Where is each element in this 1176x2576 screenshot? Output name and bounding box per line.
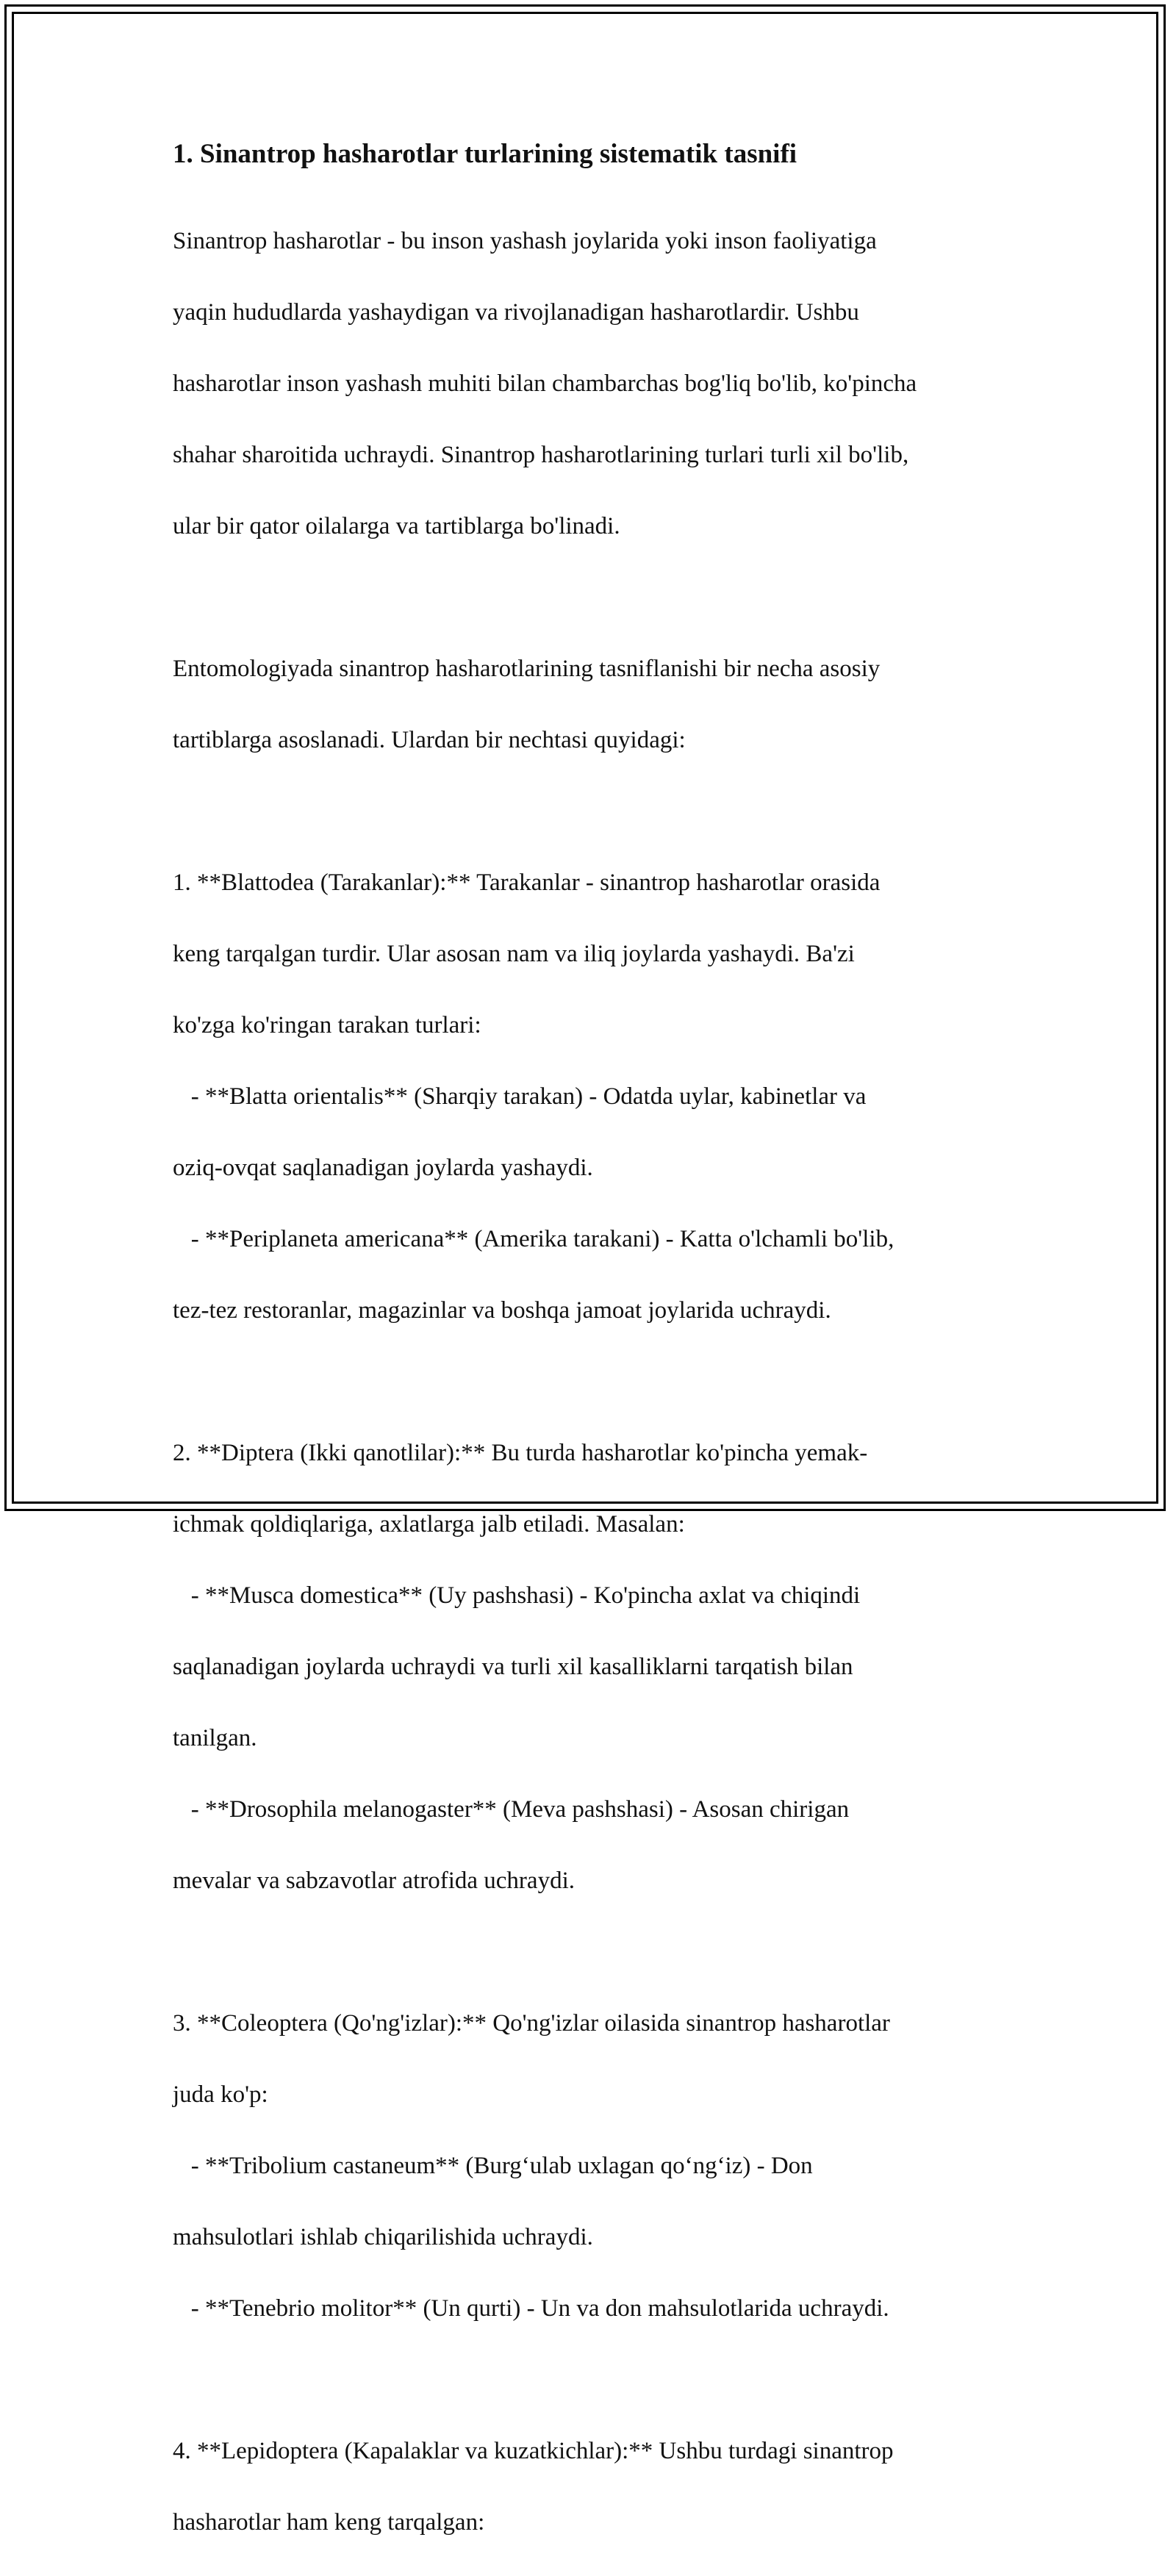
text-line: hasharotlar ham keng tarqalgan: [173, 2508, 485, 2536]
text-line: - **Tribolium castaneum** (Burg‘ulab uxlagan qo‘ng‘iz) - Don [173, 2152, 813, 2179]
section-blattodea [173, 829, 1011, 1364]
text-line: ko'zga ko'ringan tarakan turlari: [173, 1011, 481, 1038]
text-line: yaqin hududlarda yashaydigan va rivojlanadigan hasharotlardir. Ushbu [173, 298, 859, 326]
text-line: Entomologiyada sinantrop hasharotlarining tasniflanishi bir necha asosiy [173, 655, 881, 682]
text-line: Sinantrop hasharotlar - bu inson yashash joylarida yoki inson faoliyatiga [173, 227, 877, 254]
text-line: 3. **Coleoptera (Qo'ng'izlar):** Qo'ng'izlar oilasida sinantrop hasharotlar [173, 2009, 890, 2037]
text-line: juda ko'p: [173, 2081, 268, 2108]
document-body [173, 136, 1011, 2576]
text-line: - **Drosophila melanogaster** (Meva pashshasi) - Asosan chirigan [173, 1795, 850, 1823]
paragraph-gap [173, 1364, 1011, 1400]
text-line: ular bir qator oilalarga va tartiblarga bo'linadi. [173, 512, 620, 539]
text-line: 2. **Diptera (Ikki qanotlilar):** Bu turda hasharotlar ko'pincha yemak- [173, 1439, 868, 1466]
text-line: saqlanadigan joylarda uchraydi va turli xil kasalliklarni tarqatish bilan [173, 1653, 853, 1680]
text-line: shahar sharoitida uchraydi. Sinantrop hasharotlarining turlari turli xil bo'lib, [173, 441, 909, 468]
text-line: mahsulotlari ishlab chiqarilishida uchraydi. [173, 2223, 593, 2250]
text-line: - **Tenebrio molitor** (Un qurti) - Un va don mahsulotlarida uchraydi. [173, 2295, 889, 2322]
paragraph-gap [173, 1934, 1011, 1970]
paragraph-gap [173, 580, 1011, 616]
text-line: hasharotlar inson yashash muhiti bilan chambarchas bog'liq bo'lib, ko'pincha [173, 370, 917, 397]
text-line: tanilgan. [173, 1724, 257, 1751]
page-title: 1. Sinantrop hasharotlar turlarining sistematik tasnifi [173, 139, 797, 169]
text-line: keng tarqalgan turdir. Ular asosan nam va iliq joylarda yashaydi. Ba'zi [173, 940, 855, 967]
text-line: oziq-ovqat saqlanadigan joylarda yashaydi. [173, 1154, 593, 1181]
text-line: - **Periplaneta americana** (Amerika tarakani) - Katta o'lchamli bo'lib, [173, 1225, 894, 1252]
text-line: 1. **Blattodea (Tarakanlar):** Tarakanlar - sinantrop hasharotlar orasida [173, 869, 881, 896]
intro-paragraph [173, 187, 1011, 580]
text-line: mevalar va sabzavotlar atrofida uchraydi. [173, 1867, 575, 1894]
section-diptera [173, 1399, 1011, 1934]
text-line: - **Blatta orientalis** (Sharqiy tarakan) - Odatda uylar, kabinetlar va [173, 1083, 867, 1110]
text-line: 4. **Lepidoptera (Kapalaklar va kuzatkichlar):** Ushbu turdagi sinantrop [173, 2437, 894, 2464]
entomology-paragraph [173, 615, 1011, 794]
section-lepidoptera [173, 2397, 1011, 2576]
paragraph-gap [173, 2362, 1011, 2398]
paragraph-gap [173, 794, 1011, 830]
text-line: ichmak qoldiqlariga, axlatlarga jalb etiladi. Masalan: [173, 1510, 685, 1538]
text-line: tartiblarga asoslanadi. Ulardan bir nechtasi quyidagi: [173, 726, 686, 753]
section-coleoptera [173, 1970, 1011, 2362]
text-line: tez-tez restoranlar, magazinlar va boshqa jamoat joylarida uchraydi. [173, 1296, 831, 1324]
text-line: - **Musca domestica** (Uy pashshasi) - Ko'pincha axlat va chiqindi [173, 1582, 861, 1609]
